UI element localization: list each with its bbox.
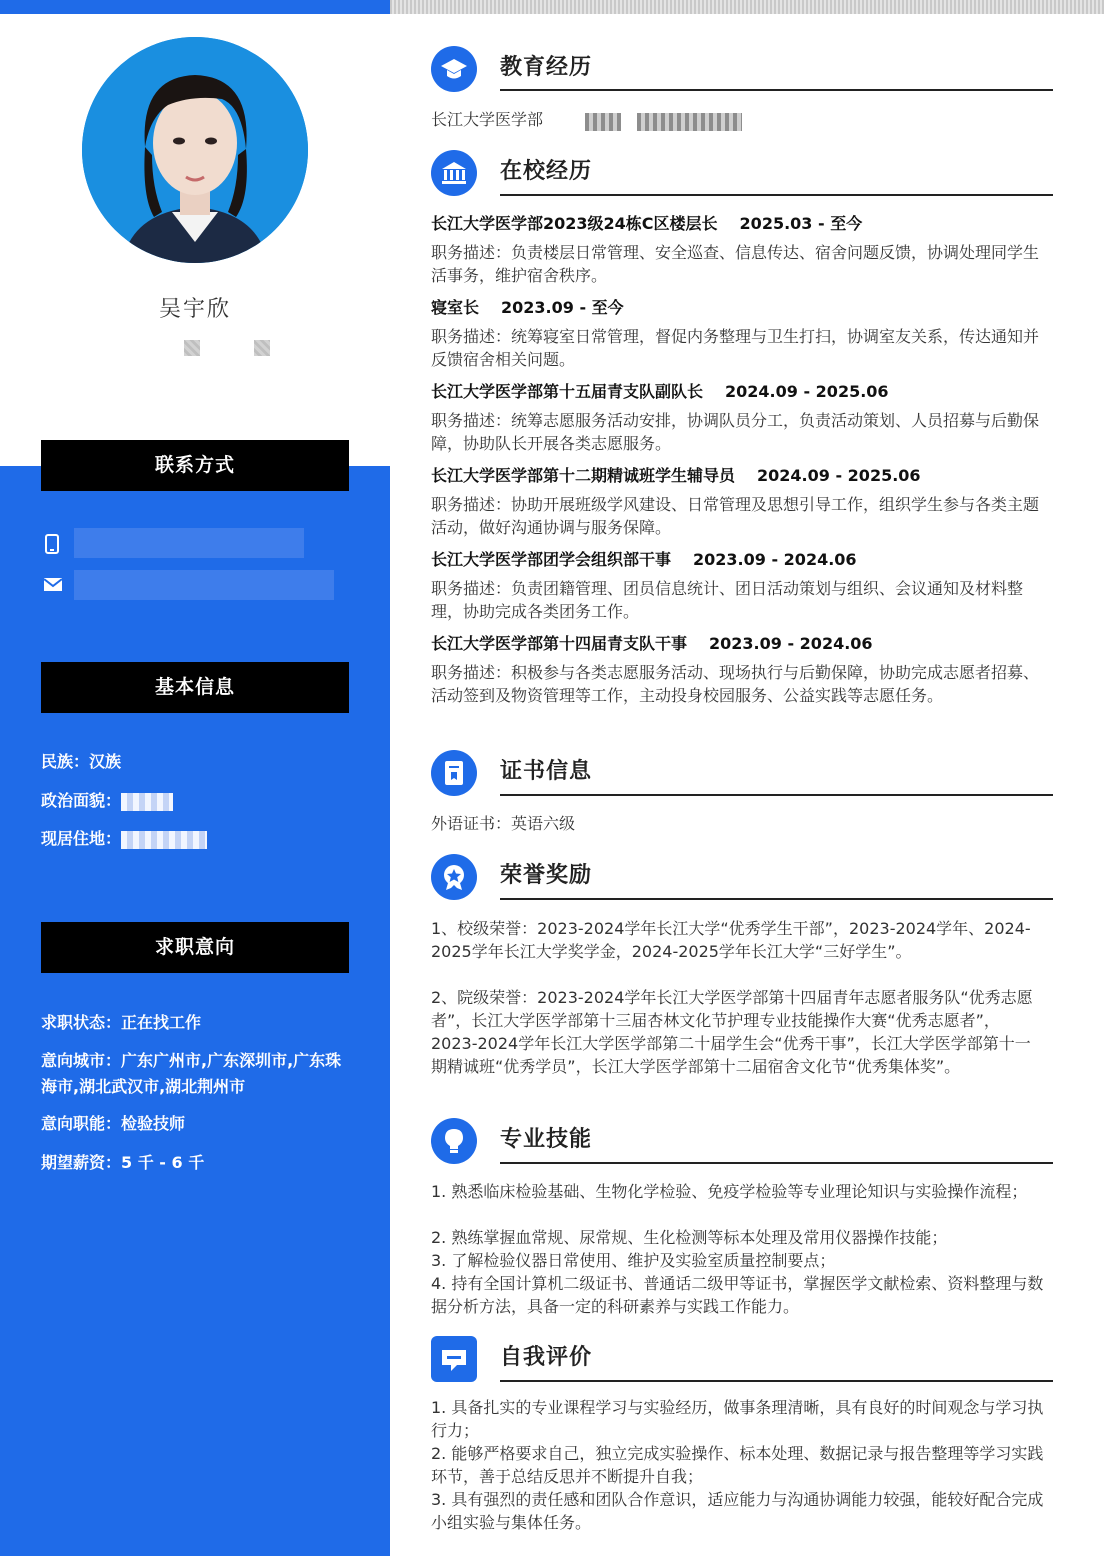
basic-info-header: 基本信息 — [41, 662, 349, 713]
target-cities: 意向城市：广东广州市,广东深圳市,广东珠海市,湖北武汉市,湖北荆州市 — [41, 1051, 342, 1096]
certificates-title: 证书信息 — [500, 759, 593, 784]
skills-rule — [500, 1162, 1053, 1164]
institution-icon — [431, 150, 477, 196]
campus-desc-2: 职务描述：统筹寝室日常管理，督促内务整理与卫生打扫，协调室友关系，传达通知并反馈宿舍相关问题。 — [431, 327, 1040, 369]
education-school: 长江大学医学部 — [431, 110, 544, 129]
campus-desc-5: 职务描述：负责团籍管理、团员信息统计、团日活动策划与组织、会议通知及材料整理，协助完成各类团务工作。 — [431, 579, 1024, 621]
campus-role-2: 寝室长 2023.09 - 至今 — [431, 298, 624, 317]
honors-department: 2、院级荣誉：2023-2024学年长江大学医学部第十四届青年志愿者服务队“优秀志愿者”，长江大学医学部第十三届杏林文化节护理专业技能操作大赛“优秀志愿者”，2023-2024学年长江大学医学部第二十届学生会“优秀干事”，长江大学医学部第十一期精诚班“优秀学员”，长江大学医学部第十二届宿舍文化节“优秀集体奖”。 — [431, 988, 1033, 1076]
certificates-rule — [500, 794, 1053, 796]
skills-title: 专业技能 — [500, 1127, 593, 1152]
self-eval-item-2: 2. 能够严格要求自己，独立完成实验操作、标本处理、数据记录与报告整理等学习实践环节，善于总结反思并不断提升自我； — [431, 1444, 1044, 1486]
redacted-info — [184, 340, 200, 356]
skill-item-2: 2. 熟练掌握血常规、尿常规、生化检测等标本处理及常用仪器操作技能； — [431, 1228, 948, 1247]
campus-role-1: 长江大学医学部2023级24栋C区楼层长 2025.03 - 至今 — [431, 214, 863, 233]
redacted-email — [74, 570, 334, 600]
redacted-info — [254, 340, 270, 356]
campus-desc-4: 职务描述：协助开展班级学风建设、日常管理及思想引导工作，组织学生参与各类主题活动，做好沟通协调与服务保障。 — [431, 495, 1040, 537]
politics-label: 政治面貌： — [41, 791, 122, 810]
candidate-name: 吴宇欣 — [158, 297, 231, 322]
award-medal-icon — [431, 854, 477, 900]
campus-rule — [500, 194, 1053, 196]
campus-desc-1: 职务描述：负责楼层日常管理、安全巡查、信息传达、宿舍问题反馈，协调处理同学生活事务，维护宿舍秩序。 — [431, 243, 1040, 285]
campus-title: 在校经历 — [500, 159, 593, 184]
education-title: 教育经历 — [500, 55, 593, 80]
skill-item-3: 3. 了解检验仪器日常使用、维护及实验室质量控制要点； — [431, 1251, 836, 1270]
campus-role-3: 长江大学医学部第十五届青支队副队长 2024.09 - 2025.06 — [431, 382, 889, 401]
campus-role-5: 长江大学医学部团学会组织部干事 2023.09 - 2024.06 — [431, 550, 857, 569]
avatar-portrait — [82, 37, 308, 263]
redacted-phone — [74, 528, 304, 558]
campus-role-6: 长江大学医学部第十四届青支队干事 2023.09 - 2024.06 — [431, 634, 873, 653]
self-eval-title: 自我评价 — [500, 1345, 593, 1370]
job-status: 求职状态：正在找工作 — [41, 1013, 202, 1032]
politics-line — [41, 788, 361, 814]
job-intent-header: 求职意向 — [41, 922, 349, 973]
honors-rule — [500, 898, 1053, 900]
contact-header: 联系方式 — [41, 440, 349, 491]
top-accent-bar — [0, 0, 390, 14]
envelope-icon — [44, 576, 62, 596]
honors-school: 1、校级荣誉：2023-2024学年长江大学“优秀学生干部”，2023-2024学年、2024-2025学年长江大学奖学金，2024-2025学年长江大学“三好学生”。 — [431, 919, 1031, 961]
speech-bubble-icon — [431, 1336, 477, 1382]
certificate-language: 外语证书：英语六级 — [431, 814, 576, 833]
mobile-phone-icon — [44, 534, 62, 554]
campus-desc-3: 职务描述：统筹志愿服务活动安排，协调队员分工，负责活动策划、人员招募与后勤保障，协助队长开展各类志愿服务。 — [431, 411, 1040, 453]
redacted-dates — [637, 113, 742, 131]
ethnicity-value: 汉族 — [89, 752, 122, 771]
lightbulb-icon — [431, 1118, 477, 1164]
skill-item-1: 1. 熟悉临床检验基础、生物化学检验、免疫学检验等专业理论知识与实验操作流程； — [431, 1182, 1028, 1201]
avatar — [82, 37, 308, 263]
education-rule — [500, 89, 1053, 91]
certificate-icon — [431, 750, 477, 796]
self-eval-item-1: 1. 具备扎实的专业课程学习与实验经历，做事条理清晰，具有良好的时间观念与学习执行力； — [431, 1398, 1044, 1440]
ethnicity-label: 民族： — [41, 752, 90, 771]
redacted-politics — [121, 793, 173, 811]
ethnicity-line — [41, 749, 361, 775]
self-eval-rule — [500, 1380, 1053, 1382]
graduation-cap-icon — [431, 46, 477, 92]
residence-label: 现居住地： — [41, 829, 122, 848]
honors-title: 荣誉奖励 — [500, 863, 593, 888]
skill-item-4: 4. 持有全国计算机二级证书、普通话二级甲等证书，掌握医学文献检索、资料整理与数据分析方法，具备一定的科研素养与实践工作能力。 — [431, 1274, 1044, 1316]
redacted-major — [585, 113, 621, 131]
campus-role-4: 长江大学医学部第十二期精诚班学生辅导员 2024.09 - 2025.06 — [431, 466, 921, 485]
target-role: 意向职能：检验技师 — [41, 1114, 186, 1133]
expected-salary: 期望薪资：5 千 - 6 千 — [41, 1153, 205, 1172]
top-pattern-bar — [390, 0, 1104, 14]
campus-desc-6: 职务描述：积极参与各类志愿服务活动、现场执行与后勤保障，协助完成志愿者招募、活动签到及物资管理等工作，主动投身校园服务、公益实践等志愿任务。 — [431, 663, 1040, 705]
self-eval-item-3: 3. 具有强烈的责任感和团队合作意识，适应能力与沟通协调能力较强，能较好配合完成小组实验与集体任务。 — [431, 1490, 1044, 1532]
residence-line — [41, 826, 361, 852]
redacted-residence — [121, 831, 207, 849]
